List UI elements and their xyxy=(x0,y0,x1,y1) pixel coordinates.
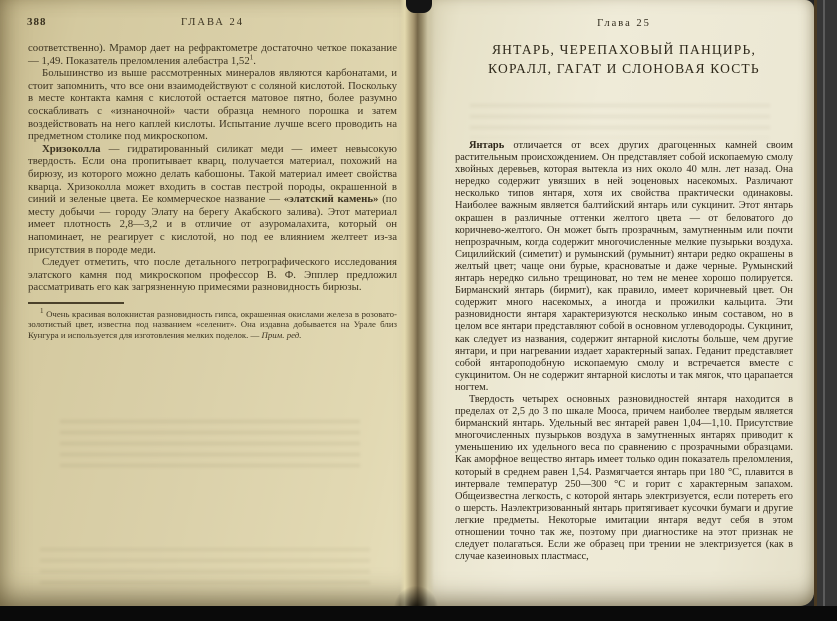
footnote-rule xyxy=(28,302,124,304)
paragraph-amber-properties: Твердость четырех основных разновидностей янтаря находится в пределах от 2,5 до 3 по шкале Мооса, причем наиболее твердым является бирманский янтарь. Удельный вес янтарей равен 1,04—1,10. Присутствие многочисленных пузырьков воздуха в замутненных янтарях приводит к уменьшению их удельного веса по сравнению с прозрачными образцами. Как аморфное вещество янтарь имеет только один показатель преломления, который в среднем равен 1,54. Размягчается янтарь при 180 °С, плавится в интервале температур 250—300 °С и горит с характерным запахом. Общеизвестна легкость, с которой янтарь электризуется, если потереть его о шерсть. Наэлектризованный янтарь притягивает кусочки бумаги и другие легкие предметы. Некоторые имитации янтаря ведут себя в этом отношении точно так же, поэтому при диагностике на этот признак не следует полагаться. Если же образец при трении не электризуется (как в случае казеиновых пластмасс, xyxy=(455,393,793,563)
footnote: $^1$ Очень красивая волокнистая разновидность гипса, окрашенная окислами железа в розовато-золотистый цвет, известна под названием «селенит». Она издавна добывается на Урале близ Кунгура и используется для изготовления мелких поделок. — Прим. ред. xyxy=(28,306,397,340)
scan-bottom-border xyxy=(0,606,837,621)
gutter-bottom-shadow xyxy=(394,586,438,608)
running-head-left: ГЛАВА 24 xyxy=(180,17,245,28)
book-edge-strip xyxy=(814,0,837,621)
paragraph-amber-intro: Янтарь отличается от всех других драгоценных камней своим растительным происхождением. Он представляет собой ископаемую смолу хвойных деревьев, которая вытекла из них около 40 млн. лет назад. Она нередко содержит увязших в ней эоценовых насекомых. Различают несколько типов янтаря, хотя их свойства практически одинаковы. Наиболее важным является балтийский янтарь или сукцинит. Этот янтарь окрашен в различные оттенки желтого цвета — от беловатого до коричнево-желтого. Он может быть прозрачным, замутненным или почти непрозрачным, когда содержит многочисленные мелкие пузырьки воздуха. Сицилийский (симетит) и румынский (румынит) янтари редко окрашены в желтый цвет; чаще они бурые, красноватые и даже черные. Румынский янтарь нередко сильно трещиноват, но тем не менее хорошо полируется. Бирманский янтарь (бирмит), как правило, имеет коричневый цвет. Он содержит много насекомых, а иногда и прожилки кальцита. Эти разновидности янтаря характеризуются несколько иным составом, но в целом все янтари представляют собой в основном углеводороды. Сукцинит, как следует из названия, содержит янтарной кислоты больше, чем другие янтари, и при нагревании издает характерный запах. Геданит представляет собой янтароподобную ископаемую смолу и встречается вместе с сукцинитом. Он не содержит янтарной кислоты и так мягок, что царапается ногтем. xyxy=(455,140,793,393)
paragraph-carbonates: Большинство из выше рассмотренных минералов являются карбонатами, и стоит запомнить, что все они взаимодействуют с соляной кислотой. Поскольку в месте контакта камня с кислотой остается матовое пятно, более разумно соскабливать с «изнаночной» части образца немного порошка и затем воздействовать на него каплей кислоты. Испытание лучше всего проводить на предметном столике под микроскопом. xyxy=(28,67,397,143)
chapter-title xyxy=(440,40,808,78)
bleedthrough-left-lower xyxy=(40,540,370,584)
chapter-title-line1: ЯНТАРЬ, ЧЕРЕПАХОВЫЙ ПАНЦИРЬ, xyxy=(491,42,757,57)
page-number: 388 xyxy=(27,16,47,28)
chapter-title-line2: КОРАЛЛ, ГАГАТ И СЛОНОВАЯ КОСТЬ xyxy=(488,61,760,76)
right-page-body xyxy=(455,140,793,563)
bleedthrough-left-upper xyxy=(60,412,360,472)
paragraph-chrysocolla: Хризоколла — гидратированный силикат меди — имеет невысокую твердость. Если она пропитывает кварц, получается материал, похожий на бирюзу, из которого можно делать кабошоны. Такой материал имеет свойства кварца. Хризоколла может входить в состав пестрой породы, окрашенной в синий и зеленые цвета. Ее коммерческое название — «элатский камень» (по месту добычи — городу Элату на берегу Акабского залива). Этот материал имеет плотность 2,8—3,2 и в отличие от азуромалахита, который он напоминает, не реагирует с кислотой, но под ее влиянием желтеет из-за присутствия в породе меди. xyxy=(28,142,397,256)
paragraph-eppler: Следует отметить, что после детального петрографического исследования элатского камня под микроскопом профессор В. Ф. Эпплер предложил рассматривать его как загрязненную примесями разновидность бирюзы. xyxy=(28,256,397,294)
gutter-top-notch xyxy=(406,0,432,13)
bleedthrough-right xyxy=(470,96,770,138)
page-gutter xyxy=(400,0,434,608)
paragraph-marble: соответственно). Мрамор дает на рефрактометре достаточно четкое показание — 1,49. Показатель преломления алебастра 1,52$^1$. xyxy=(28,42,397,67)
left-page-body xyxy=(28,42,397,340)
running-head-right: Глава 25 xyxy=(597,18,651,29)
